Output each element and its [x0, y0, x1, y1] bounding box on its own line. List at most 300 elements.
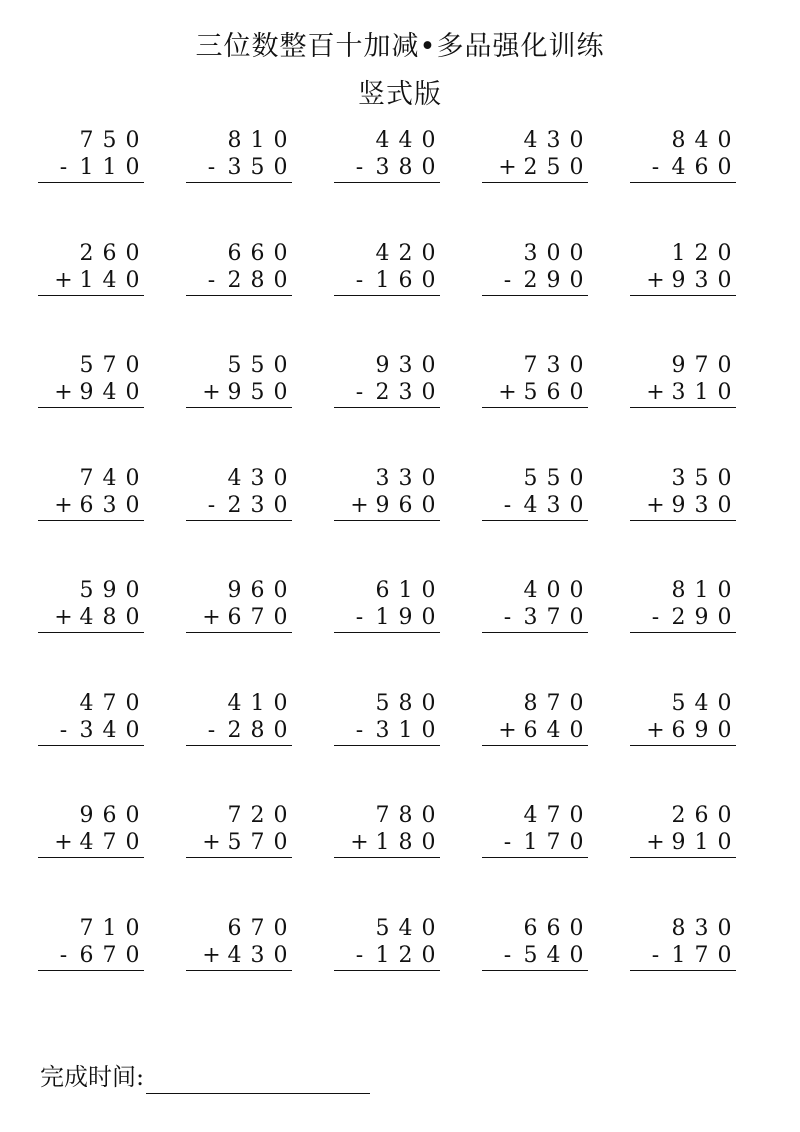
digit: 8	[227, 128, 242, 153]
vertical-problem	[30, 801, 178, 914]
digit: 0	[569, 803, 584, 828]
digit: 3	[671, 465, 686, 491]
problem-bottom-number	[482, 379, 588, 408]
digit: 6	[694, 155, 709, 180]
completion-time-label: 完成时间:	[40, 1063, 145, 1091]
problem-top-number	[38, 801, 144, 831]
problem-bottom-number	[334, 154, 440, 183]
problem-top-number	[38, 239, 144, 269]
operator-sign: -	[59, 717, 68, 743]
digit: 6	[546, 380, 561, 405]
problem-bottom-number	[334, 829, 440, 858]
vertical-problem	[474, 351, 622, 464]
digit: 5	[79, 578, 94, 603]
digit: 9	[79, 380, 94, 405]
digit: 0	[421, 915, 436, 941]
digit: 3	[398, 380, 413, 405]
problem-bottom-number	[186, 717, 292, 746]
digit: 4	[375, 240, 390, 266]
vertical-problem	[326, 689, 474, 802]
digit: 3	[546, 353, 561, 378]
digit: 0	[273, 155, 288, 180]
operator-sign: -	[355, 605, 364, 630]
problem-top-number	[38, 576, 144, 606]
problem-top-number	[38, 126, 144, 156]
digit: 3	[523, 605, 538, 630]
digit: 2	[398, 240, 413, 266]
operator-sign: -	[503, 492, 512, 518]
digit: 9	[375, 353, 390, 378]
digit: 5	[671, 690, 686, 716]
digit: 0	[421, 240, 436, 266]
digit: 0	[273, 240, 288, 266]
digit: 0	[125, 128, 140, 153]
digit: 1	[79, 267, 94, 293]
digit: 3	[671, 380, 686, 405]
digit: 6	[250, 578, 265, 603]
vertical-problem	[622, 576, 770, 689]
problem-top-number	[38, 464, 144, 494]
digit: 7	[523, 353, 538, 378]
digit: 0	[273, 942, 288, 968]
problem-bottom-number	[186, 154, 292, 183]
digit: 3	[375, 465, 390, 491]
digit: 0	[717, 465, 732, 491]
digit: 5	[546, 465, 561, 491]
digit: 1	[250, 690, 265, 716]
digit: 1	[250, 128, 265, 153]
problem-top-number	[482, 351, 588, 381]
digit: 7	[102, 353, 117, 378]
operator-sign: -	[503, 267, 512, 293]
digit: 1	[694, 380, 709, 405]
vertical-problem	[622, 914, 770, 1027]
digit: 1	[375, 605, 390, 630]
problem-top-number	[186, 689, 292, 719]
digit: 6	[79, 492, 94, 518]
digit: 1	[375, 830, 390, 855]
digit: 7	[250, 915, 265, 941]
digit: 9	[671, 353, 686, 378]
problem-bottom-number	[334, 379, 440, 408]
problem-bottom-number	[630, 942, 736, 971]
problem-top-number	[334, 239, 440, 269]
digit: 0	[421, 155, 436, 180]
digit: 0	[569, 240, 584, 266]
operator-sign: +	[54, 380, 73, 405]
problem-top-number	[630, 351, 736, 381]
operator-sign: -	[355, 155, 364, 180]
digit: 4	[523, 128, 538, 153]
digit: 3	[694, 492, 709, 518]
problem-top-number	[334, 126, 440, 156]
problem-top-number	[630, 464, 736, 494]
problem-top-number	[334, 689, 440, 719]
problem-top-number	[482, 914, 588, 944]
digit: 2	[671, 803, 686, 828]
digit: 6	[694, 803, 709, 828]
problem-bottom-number	[482, 492, 588, 521]
digit: 0	[717, 803, 732, 828]
digit: 4	[398, 128, 413, 153]
digit: 6	[398, 492, 413, 518]
vertical-problem	[30, 464, 178, 577]
digit: 0	[125, 267, 140, 293]
digit: 7	[102, 942, 117, 968]
vertical-problem	[178, 914, 326, 1027]
vertical-problem	[178, 464, 326, 577]
problem-bottom-number	[482, 604, 588, 633]
vertical-problem	[622, 126, 770, 239]
digit: 1	[694, 830, 709, 855]
vertical-problem	[474, 914, 622, 1027]
digit: 0	[717, 353, 732, 378]
problem-top-number	[186, 126, 292, 156]
problem-bottom-number	[186, 379, 292, 408]
digit: 8	[102, 605, 117, 630]
problem-top-number	[630, 576, 736, 606]
problem-bottom-number	[38, 604, 144, 633]
operator-sign: +	[646, 492, 665, 518]
problem-top-number	[334, 351, 440, 381]
digit: 4	[523, 578, 538, 603]
digit: 6	[375, 578, 390, 603]
problem-top-number	[186, 239, 292, 269]
digit: 1	[79, 155, 94, 180]
digit: 0	[125, 803, 140, 828]
operator-sign: +	[202, 605, 221, 630]
digit: 0	[717, 128, 732, 153]
digit: 9	[694, 717, 709, 743]
digit: 9	[694, 605, 709, 630]
operator-sign: +	[54, 605, 73, 630]
digit: 7	[694, 353, 709, 378]
digit: 3	[398, 465, 413, 491]
digit: 0	[569, 267, 584, 293]
digit: 6	[227, 915, 242, 941]
operator-sign: +	[646, 717, 665, 743]
digit: 0	[421, 717, 436, 743]
vertical-problem	[30, 914, 178, 1027]
digit: 0	[273, 915, 288, 941]
operator-sign: +	[498, 717, 517, 743]
vertical-problem	[178, 126, 326, 239]
digit: 0	[125, 717, 140, 743]
digit: 1	[102, 915, 117, 941]
digit: 0	[273, 605, 288, 630]
digit: 7	[546, 690, 561, 716]
vertical-problem	[326, 914, 474, 1027]
digit: 4	[79, 605, 94, 630]
problem-bottom-number	[38, 717, 144, 746]
digit: 4	[227, 465, 242, 491]
digit: 0	[569, 465, 584, 491]
digit: 9	[79, 803, 94, 828]
digit: 0	[273, 353, 288, 378]
problem-bottom-number	[630, 379, 736, 408]
digit: 6	[523, 915, 538, 941]
digit: 0	[273, 690, 288, 716]
digit: 0	[569, 128, 584, 153]
vertical-problem	[178, 576, 326, 689]
digit: 9	[102, 578, 117, 603]
digit: 0	[717, 915, 732, 941]
digit: 9	[546, 267, 561, 293]
operator-sign: +	[54, 830, 73, 855]
vertical-problem	[622, 801, 770, 914]
digit: 0	[125, 240, 140, 266]
digit: 0	[569, 605, 584, 630]
digit: 7	[79, 465, 94, 491]
digit: 0	[421, 803, 436, 828]
operator-sign: -	[59, 942, 68, 968]
operator-sign: +	[54, 267, 73, 293]
vertical-problem	[326, 351, 474, 464]
problem-bottom-number	[186, 267, 292, 296]
vertical-problem	[622, 689, 770, 802]
problem-bottom-number	[186, 604, 292, 633]
digit: 0	[125, 492, 140, 518]
digit: 5	[375, 915, 390, 941]
digit: 7	[546, 803, 561, 828]
digit: 4	[546, 717, 561, 743]
digit: 4	[694, 128, 709, 153]
operator-sign: +	[646, 830, 665, 855]
digit: 6	[250, 240, 265, 266]
operator-sign: -	[207, 267, 216, 293]
digit: 0	[421, 353, 436, 378]
operator-sign: +	[350, 492, 369, 518]
digit: 8	[398, 690, 413, 716]
digit: 2	[523, 267, 538, 293]
problem-bottom-number	[482, 267, 588, 296]
vertical-problem	[474, 464, 622, 577]
problem-bottom-number	[630, 267, 736, 296]
digit: 3	[375, 155, 390, 180]
operator-sign: +	[202, 380, 221, 405]
digit: 4	[546, 942, 561, 968]
digit: 0	[717, 492, 732, 518]
digit: 5	[546, 155, 561, 180]
digit: 2	[694, 240, 709, 266]
digit: 0	[273, 465, 288, 491]
digit: 0	[717, 690, 732, 716]
digit: 0	[569, 492, 584, 518]
digit: 4	[523, 492, 538, 518]
problem-top-number	[186, 351, 292, 381]
digit: 0	[717, 605, 732, 630]
operator-sign: -	[651, 942, 660, 968]
completion-time-line	[40, 1060, 370, 1094]
digit: 0	[717, 578, 732, 603]
vertical-problem	[622, 464, 770, 577]
vertical-problem	[30, 126, 178, 239]
digit: 7	[102, 690, 117, 716]
problem-top-number	[186, 464, 292, 494]
problem-bottom-number	[334, 267, 440, 296]
vertical-problem	[178, 239, 326, 352]
digit: 2	[227, 492, 242, 518]
digit: 8	[671, 578, 686, 603]
digit: 0	[569, 155, 584, 180]
digit: 6	[102, 240, 117, 266]
problem-bottom-number	[38, 267, 144, 296]
problem-bottom-number	[334, 717, 440, 746]
operator-sign: -	[207, 492, 216, 518]
vertical-problem	[474, 576, 622, 689]
digit: 5	[375, 690, 390, 716]
problem-top-number	[334, 464, 440, 494]
problem-bottom-number	[482, 154, 588, 183]
digit: 1	[694, 578, 709, 603]
digit: 7	[102, 830, 117, 855]
vertical-problem	[30, 239, 178, 352]
digit: 3	[375, 717, 390, 743]
problem-bottom-number	[38, 379, 144, 408]
operator-sign: -	[207, 155, 216, 180]
digit: 4	[79, 830, 94, 855]
problem-top-number	[186, 801, 292, 831]
digit: 0	[546, 240, 561, 266]
digit: 3	[523, 240, 538, 266]
digit: 3	[694, 915, 709, 941]
digit: 7	[79, 128, 94, 153]
problem-bottom-number	[186, 942, 292, 971]
digit: 2	[227, 717, 242, 743]
problem-top-number	[630, 914, 736, 944]
operator-sign: -	[355, 942, 364, 968]
digit: 0	[125, 690, 140, 716]
digit: 0	[421, 465, 436, 491]
digit: 8	[398, 155, 413, 180]
digit: 7	[250, 605, 265, 630]
digit: 0	[125, 465, 140, 491]
problem-top-number	[630, 801, 736, 831]
problem-bottom-number	[630, 717, 736, 746]
problem-bottom-number	[334, 604, 440, 633]
vertical-problem	[622, 239, 770, 352]
digit: 0	[717, 267, 732, 293]
digit: 8	[671, 915, 686, 941]
digit: 0	[125, 353, 140, 378]
digit: 3	[79, 717, 94, 743]
problem-top-number	[630, 126, 736, 156]
digit: 0	[421, 942, 436, 968]
operator-sign: -	[651, 605, 660, 630]
digit: 3	[250, 465, 265, 491]
problem-bottom-number	[630, 604, 736, 633]
problem-top-number	[38, 914, 144, 944]
digit: 2	[250, 803, 265, 828]
vertical-problem	[178, 801, 326, 914]
digit: 8	[523, 690, 538, 716]
operator-sign: -	[207, 717, 216, 743]
digit: 0	[273, 492, 288, 518]
digit: 1	[102, 155, 117, 180]
digit: 0	[421, 578, 436, 603]
problem-top-number	[334, 576, 440, 606]
problem-top-number	[482, 464, 588, 494]
digit: 0	[125, 155, 140, 180]
problem-bottom-number	[482, 717, 588, 746]
digit: 7	[546, 830, 561, 855]
digit: 5	[250, 155, 265, 180]
operator-sign: -	[355, 267, 364, 293]
digit: 0	[421, 128, 436, 153]
problem-bottom-number	[482, 942, 588, 971]
digit: 3	[227, 155, 242, 180]
digit: 5	[227, 353, 242, 378]
operator-sign: +	[498, 155, 517, 180]
digit: 8	[250, 267, 265, 293]
vertical-problem	[326, 801, 474, 914]
vertical-problem	[474, 239, 622, 352]
vertical-problem	[178, 689, 326, 802]
problem-top-number	[334, 801, 440, 831]
digit: 2	[227, 267, 242, 293]
operator-sign: -	[503, 830, 512, 855]
digit: 4	[227, 942, 242, 968]
problem-bottom-number	[334, 942, 440, 971]
problem-bottom-number	[630, 492, 736, 521]
digit: 0	[273, 803, 288, 828]
problem-top-number	[482, 576, 588, 606]
digit: 0	[273, 267, 288, 293]
digit: 0	[569, 380, 584, 405]
problem-bottom-number	[186, 492, 292, 521]
vertical-problem	[326, 239, 474, 352]
digit: 7	[375, 803, 390, 828]
digit: 0	[125, 605, 140, 630]
operator-sign: +	[498, 380, 517, 405]
digit: 8	[671, 128, 686, 153]
digit: 1	[375, 942, 390, 968]
operator-sign: -	[355, 380, 364, 405]
digit: 6	[523, 717, 538, 743]
digit: 5	[523, 465, 538, 491]
digit: 4	[398, 915, 413, 941]
digit: 2	[79, 240, 94, 266]
digit: 0	[273, 128, 288, 153]
digit: 1	[671, 240, 686, 266]
vertical-problem	[326, 126, 474, 239]
page-title: 三位数整百十加减•多品强化训练	[195, 31, 605, 62]
digit: 9	[398, 605, 413, 630]
digit: 9	[375, 492, 390, 518]
problem-top-number	[38, 351, 144, 381]
digit: 3	[102, 492, 117, 518]
digit: 9	[227, 578, 242, 603]
digit: 4	[375, 128, 390, 153]
digit: 5	[523, 942, 538, 968]
digit: 4	[671, 155, 686, 180]
digit: 0	[569, 830, 584, 855]
operator-sign: -	[503, 605, 512, 630]
operator-sign: +	[202, 942, 221, 968]
problem-bottom-number	[38, 829, 144, 858]
digit: 9	[671, 267, 686, 293]
digit: 0	[717, 942, 732, 968]
operator-sign: -	[355, 717, 364, 743]
vertical-problem	[30, 576, 178, 689]
digit: 1	[523, 830, 538, 855]
digit: 1	[398, 717, 413, 743]
problem-bottom-number	[38, 942, 144, 971]
vertical-problem	[30, 351, 178, 464]
problem-bottom-number	[334, 492, 440, 521]
completion-time-blank[interactable]	[146, 1063, 370, 1094]
digit: 0	[125, 380, 140, 405]
